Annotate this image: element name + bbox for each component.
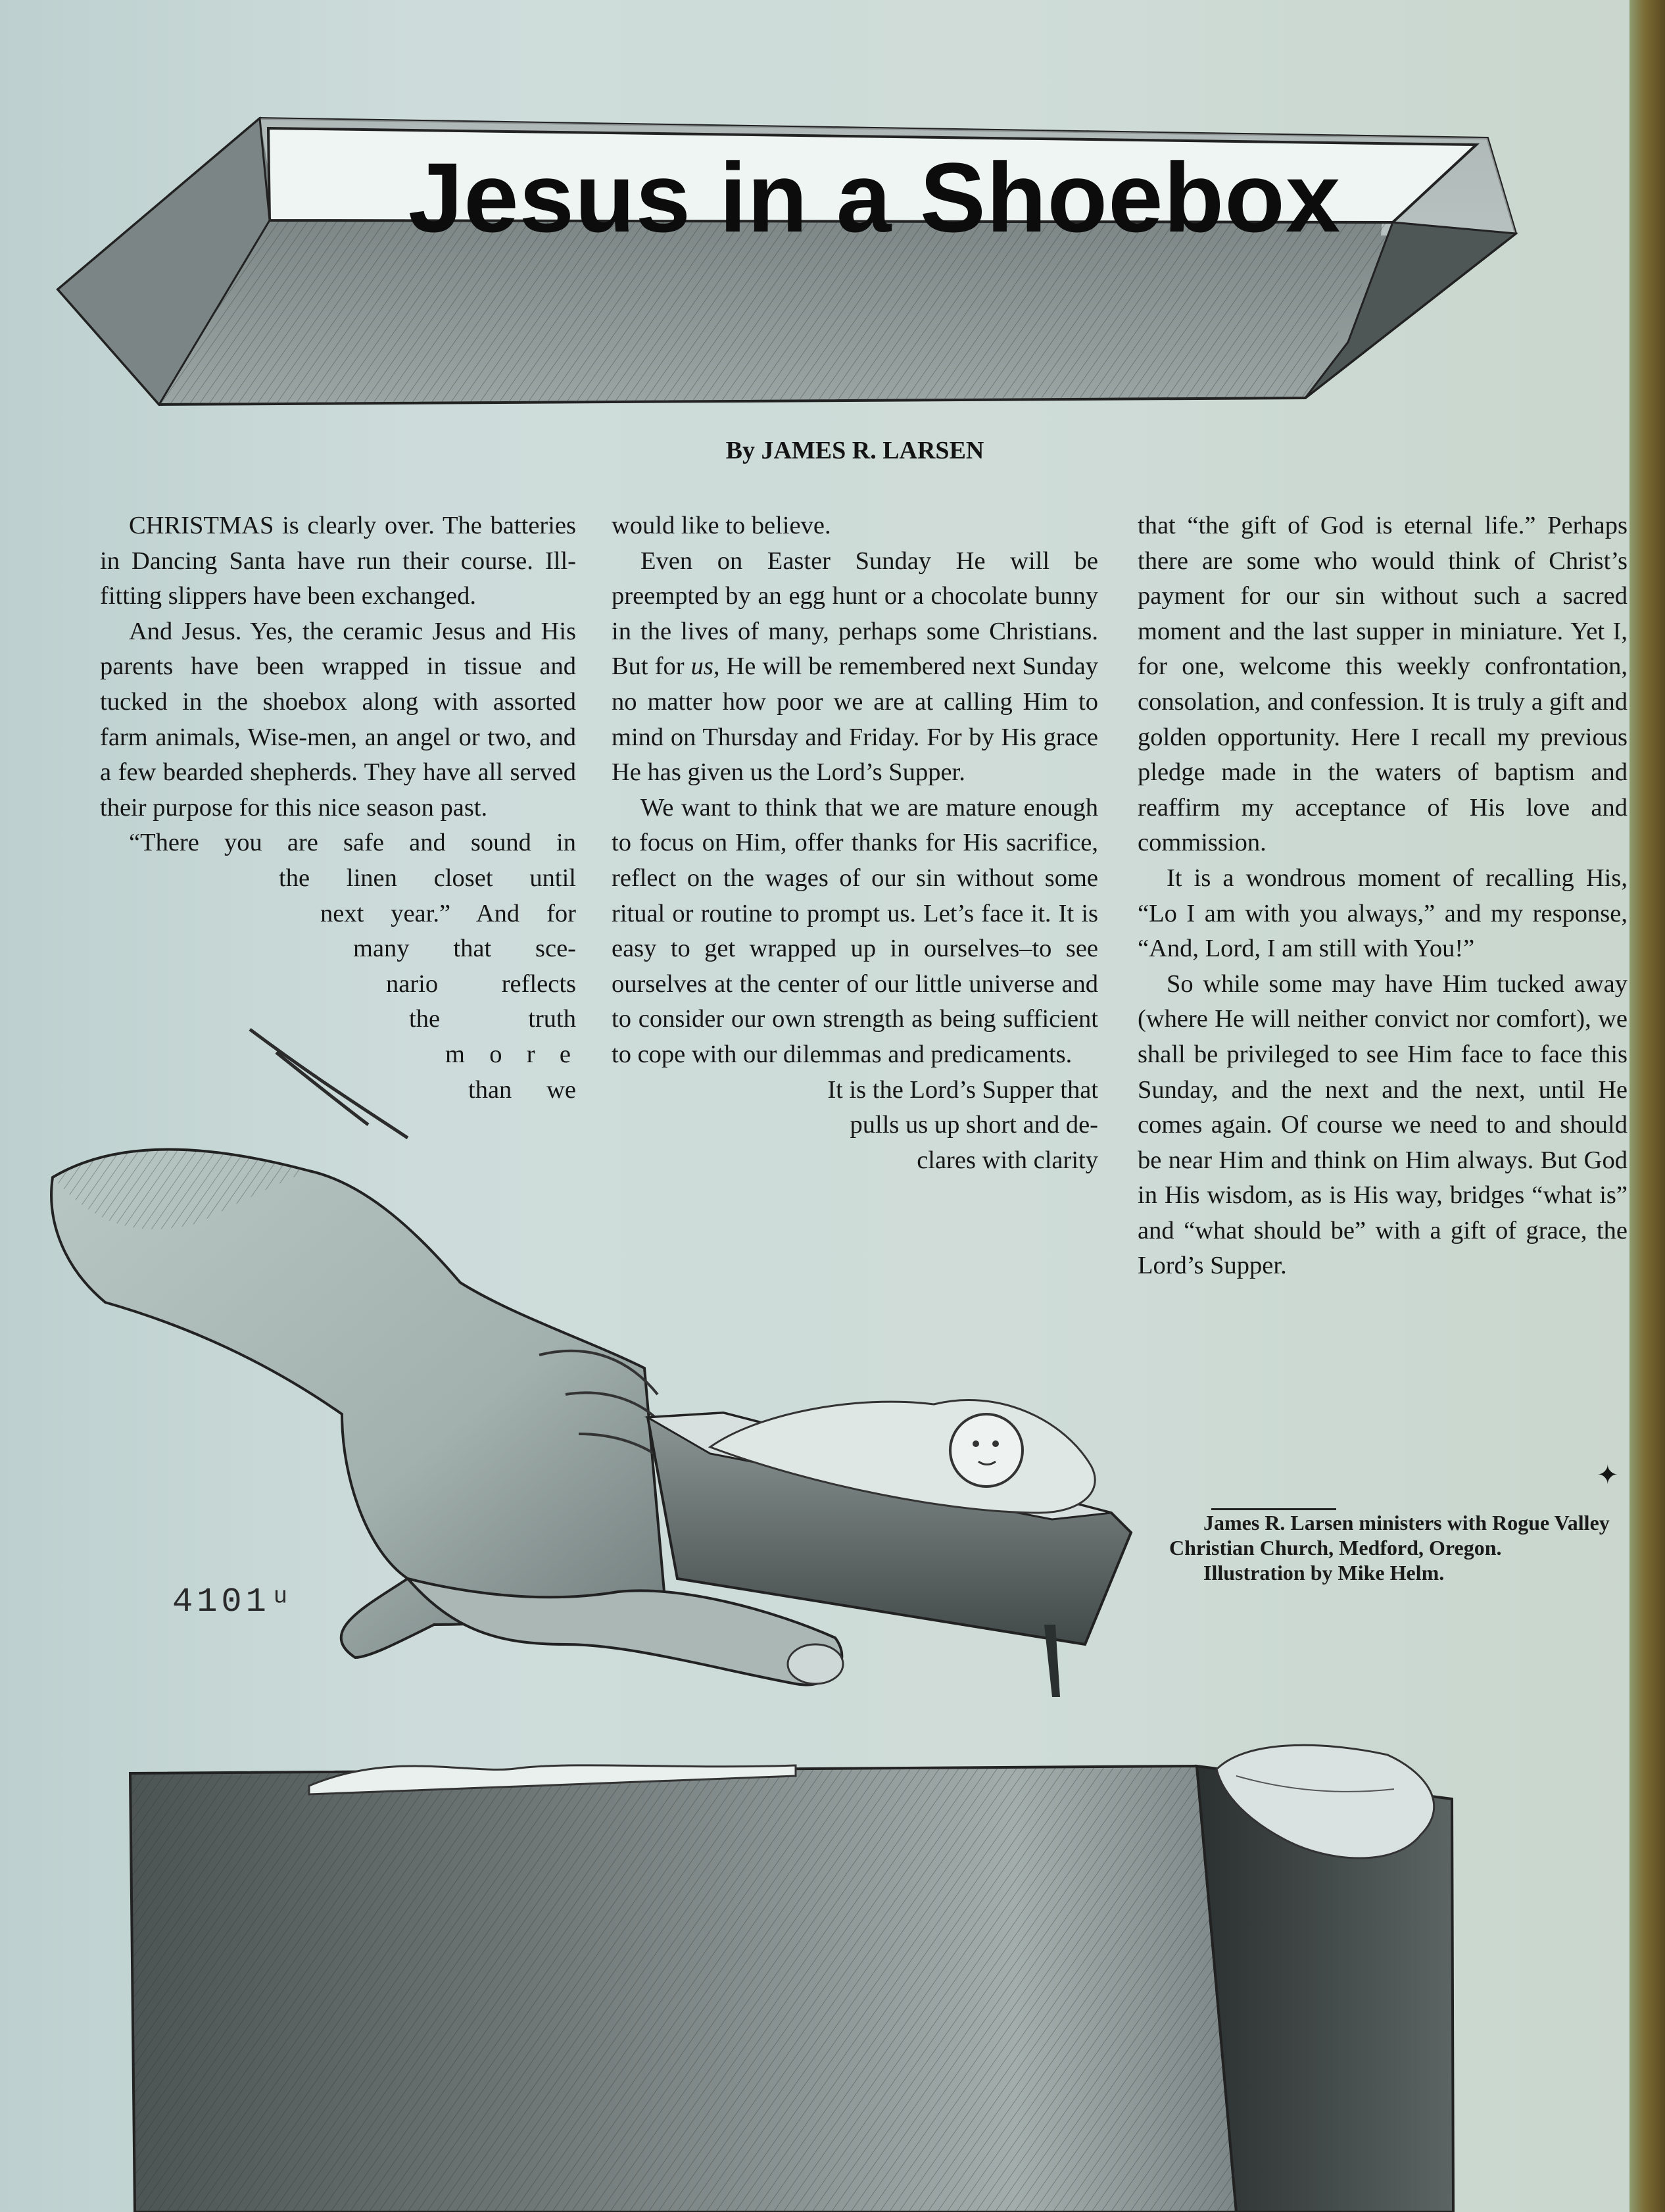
- article-title: Jesus in a Shoebox: [408, 142, 1341, 253]
- byline: By JAMES R. LARSEN: [725, 437, 984, 464]
- text-column-1: [100, 508, 576, 1108]
- stepped-line: than we: [468, 1075, 576, 1104]
- paragraph-stepped: [612, 1073, 1098, 1179]
- stepped-line: m o r e: [445, 1040, 576, 1068]
- paragraph: Even on Easter Sunday He will be preempted by an egg hunt or a chocolate bunny in the lives of many, perhaps some Christians. But for us, He will be remembered next Sunday no matter how poor we are at calling Him to mind on Thursday and Friday. For by His grace He has given us the Lord’s Supper.: [612, 547, 1098, 787]
- text-column-2: [612, 508, 1098, 1178]
- stepped-line: clares with clarity: [917, 1146, 1098, 1174]
- large-box: [130, 1745, 1453, 2212]
- stepped-line: the truth: [409, 1005, 576, 1033]
- paragraph-stepped: [100, 825, 576, 1108]
- paragraph: We want to think that we are mature enough to focus on Him, offer thanks for His sacrifice, reflect on the wages of our sin without some ritual or routine to prompt us. Let’s face it. It is easy to get wrapped up in ourselves–to see ourselves at the center of our little universe and to consider our own strength as being sufficient to cope with our dilemmas and predicaments.: [612, 793, 1098, 1068]
- stepped-line: next year.” And for: [320, 899, 576, 927]
- ink-stamp-number: 4101ᵘ: [172, 1583, 295, 1621]
- paragraph: CHRISTMAS is clearly over. The batteries in Dancing Santa have run their course. Ill-fitting slippers have been exchanged.: [100, 512, 576, 610]
- stepped-line: It is the Lord’s Supper that: [827, 1075, 1098, 1104]
- stepped-line: many that sce-: [353, 935, 576, 963]
- bio-text: James R. Larsen ministers with Rogue Valley Christian Church, Medford, Oregon.: [1169, 1511, 1610, 1560]
- illustration-credit: Illustration by Mike Helm.: [1203, 1561, 1445, 1585]
- stepped-line: pulls us up short and de-: [850, 1111, 1098, 1139]
- page-binding-edge: [1629, 0, 1665, 2212]
- paragraph: that “the gift of God is eternal life.” Perhaps there are some who would think of Christ’s payment for our sin without such a sacred moment and the last supper in miniature. Yet I, for one, welcome this weekly confrontation, consolation, and confession. It is truly a gift and golden opportunity. Here I recall my previous pledge made in the waters of baptism and reaffirm my acceptance of His love and commission.: [1138, 512, 1628, 857]
- end-mark-icon: ✦: [1597, 1460, 1619, 1490]
- stepped-line: the linen closet until: [279, 864, 576, 892]
- emphasis: us: [690, 652, 713, 681]
- paragraph: It is a wondrous moment of recalling His, “Lo I am with you always,” and my response, “And, Lord, I am still with You!”: [1138, 864, 1628, 963]
- paragraph: And Jesus. Yes, the ceramic Jesus and His parents have been wrapped in tissue and tucked in the shoebox along with assorted farm animals, Wise-men, an angel or two, and a few bearded shepherds. They have all served their purpose for this nice season past.: [100, 617, 576, 822]
- paragraph: So while some may have Him tucked away (where He will neither convict nor comfort), we shall be privileged to see Him face to face this Sunday, and the next and the next, until He comes again. Of course we need to and should be near Him and think on Him always. But God in His wisdom, as is His way, bridges “what is” and “what should be” with a gift of grace, the Lord’s Supper.: [1138, 970, 1628, 1280]
- text-column-3: [1138, 508, 1628, 1284]
- author-bio: [1169, 1510, 1629, 1585]
- paragraph: would like to believe.: [612, 512, 831, 539]
- stepped-line: “There you are safe and sound in: [129, 829, 576, 857]
- stepped-line: nario reflects: [386, 970, 576, 998]
